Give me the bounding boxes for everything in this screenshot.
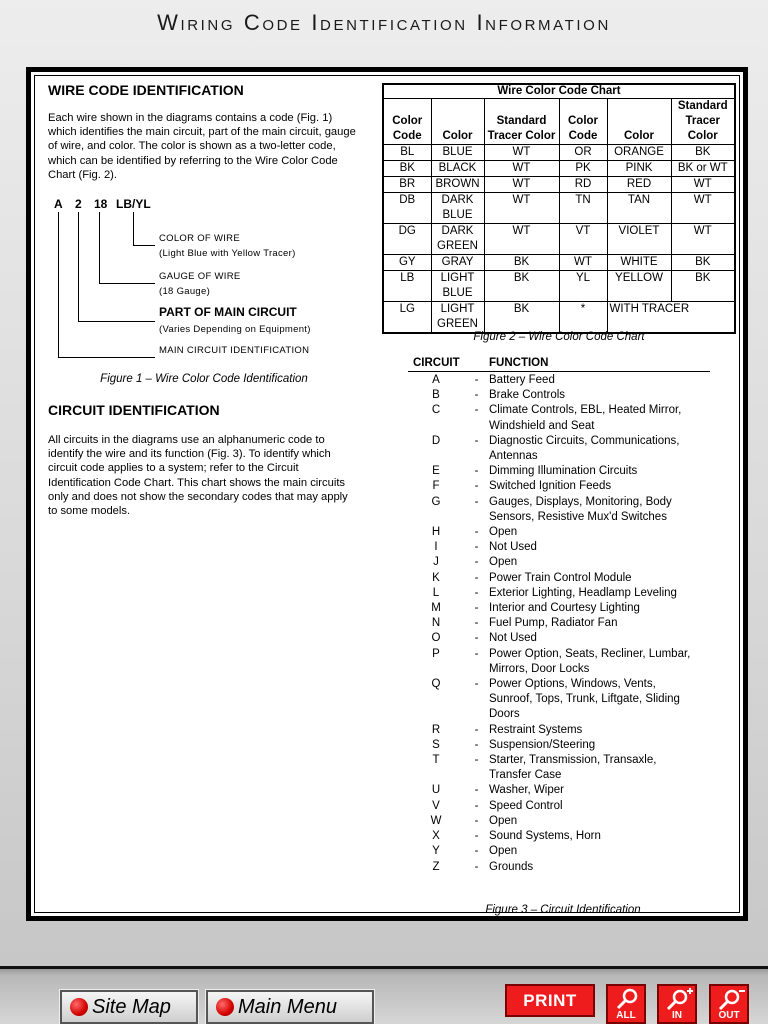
circuit-dash: - — [474, 754, 479, 767]
circuit-function — [489, 783, 728, 798]
zoom-out-icon — [718, 988, 746, 1010]
circuit-function-line: Not Used — [489, 632, 537, 645]
list-item — [408, 631, 728, 646]
circuit-function-line: Sound Systems, Horn — [489, 830, 601, 843]
circuit-dash: - — [474, 723, 479, 736]
circuit-function-line: Dimming Illumination Circuits — [489, 465, 638, 478]
print-button[interactable]: PRINT — [505, 984, 595, 1017]
circuit-function — [489, 814, 728, 829]
circuit-function — [489, 495, 728, 525]
circuit-function — [489, 844, 728, 859]
leader-line — [99, 283, 155, 284]
list-item — [408, 434, 728, 464]
code-gauge-number: 18 — [94, 197, 108, 211]
circuit-dash: - — [474, 860, 479, 873]
zoom-in-button[interactable] — [657, 984, 697, 1024]
circuit-code: F — [432, 480, 440, 493]
code-circuit-letter: A — [54, 197, 63, 211]
circuit-dash: - — [474, 678, 479, 691]
wire-code-paragraph: Each wire shown in the diagrams contains a code (Fig. 1) which identifies the main circuit, part of the main circuit, gauge of wire, and color. The color is shown as a two-letter code, which can be identified by referring to the Wire Color Code Chart (Fig. 2). — [48, 112, 356, 181]
circuit-code: V — [432, 799, 440, 812]
circuit-function — [489, 723, 728, 738]
cell-tracer: WT — [671, 177, 735, 193]
cell-color-code: OR — [559, 145, 607, 161]
col-header-tracer: Standard Tracer Color — [671, 99, 735, 145]
leader-line — [99, 212, 100, 283]
circuit-code: Z — [432, 860, 440, 873]
col-header-color-code: Color Code — [559, 99, 607, 145]
cell-color-code: LG — [383, 302, 431, 334]
circuit-function-line: Sunroof, Tops, Trunk, Liftgate, Sliding — [489, 693, 680, 706]
circuit-code: Y — [432, 845, 440, 858]
circuit-function-line: Starter, Transmission, Transaxle, — [489, 754, 657, 767]
cell-tracer: WT — [671, 193, 735, 224]
label-gauge-of-wire: GAUGE OF WIRE — [159, 271, 241, 282]
list-item — [408, 373, 728, 388]
zoom-in-icon — [666, 988, 694, 1010]
zoom-out-button[interactable] — [709, 984, 749, 1024]
circuit-function-line: Suspension/Steering — [489, 738, 596, 751]
cell-color-code: GY — [383, 255, 431, 271]
cell-color-code: DB — [383, 193, 431, 224]
circuit-code: J — [433, 556, 439, 569]
list-item — [408, 738, 728, 753]
table-row — [383, 224, 735, 255]
circuit-function — [489, 479, 728, 494]
zoom-out-label: OUT — [718, 1010, 740, 1021]
circuit-function — [489, 616, 728, 631]
red-dot-icon — [216, 998, 234, 1016]
list-item — [408, 783, 728, 798]
cell-color-code: TN — [559, 193, 607, 224]
zoom-all-label: ALL — [616, 1010, 636, 1021]
circuit-function-line: Windshield and Seat — [489, 419, 595, 432]
table-row — [383, 161, 735, 177]
cell-color-name: RED — [607, 177, 671, 193]
circuit-code: P — [432, 647, 440, 660]
cell-color-name: BLACK — [431, 161, 484, 177]
cell-tracer: WT — [484, 145, 559, 161]
circuit-function-line: Fuel Pump, Radiator Fan — [489, 617, 618, 630]
cell-color-code: BK — [383, 161, 431, 177]
circuit-function — [489, 525, 728, 540]
cell-color-code: DG — [383, 224, 431, 255]
wire-color-code-table — [382, 83, 736, 334]
circuit-code: D — [431, 434, 441, 447]
cell-color-name: VIOLET — [607, 224, 671, 255]
header-rule — [408, 371, 710, 372]
circuit-function-line: Battery Feed — [489, 374, 555, 386]
circuit-code: K — [432, 571, 440, 584]
leader-line — [58, 212, 59, 357]
list-item — [408, 495, 728, 525]
cell-color-name: BLUE — [431, 145, 484, 161]
cell-color-name: DARK BLUE — [431, 193, 484, 224]
cell-color-name: WITH TRACER — [607, 302, 735, 334]
circuit-code: Q — [431, 678, 441, 691]
col-header-color: Color — [431, 99, 484, 145]
leader-line — [133, 212, 134, 245]
circuit-dash: - — [474, 617, 479, 630]
circuit-dash: - — [474, 541, 479, 554]
circuit-dash: - — [474, 647, 479, 660]
figure-3-caption: Figure 3 – Circuit Identification — [485, 904, 641, 916]
circuit-function-line: Open — [489, 845, 518, 858]
content-panel — [26, 67, 748, 921]
main-menu-button[interactable] — [206, 990, 374, 1024]
cell-tracer: BK — [671, 255, 735, 271]
circuit-dash: - — [474, 632, 479, 645]
cell-color-name: GRAY — [431, 255, 484, 271]
circuit-dash: - — [474, 602, 479, 615]
circuit-dash: - — [474, 586, 479, 599]
circuit-dash: - — [474, 571, 479, 584]
circuit-function — [489, 601, 728, 616]
label-color-of-wire-note: (Light Blue with Yellow Tracer) — [159, 248, 296, 259]
cell-color-name: BROWN — [431, 177, 484, 193]
list-item — [408, 814, 728, 829]
label-part-of-main-circuit: PART OF MAIN CIRCUIT — [159, 305, 297, 319]
table-row — [383, 271, 735, 302]
label-part-of-main-circuit-note: (Varies Depending on Equipment) — [159, 324, 311, 335]
circuit-function — [489, 571, 728, 586]
bottom-nav-bar — [0, 966, 768, 1024]
circuit-function — [489, 434, 728, 464]
cell-tracer: WT — [484, 161, 559, 177]
list-item — [408, 555, 728, 570]
cell-color-code: VT — [559, 224, 607, 255]
list-item — [408, 586, 728, 601]
zoom-in-label: IN — [672, 1010, 682, 1021]
figure-2-caption: Figure 2 – Wire Color Code Chart — [473, 331, 645, 343]
circuit-function — [489, 647, 728, 677]
circuit-dash: - — [474, 404, 479, 417]
circuit-function-line: Climate Controls, EBL, Heated Mirror, — [489, 404, 682, 417]
circuit-function — [489, 540, 728, 555]
label-color-of-wire: COLOR OF WIRE — [159, 233, 240, 244]
cell-color-code: BL — [383, 145, 431, 161]
table-row — [383, 255, 735, 271]
circuit-dash: - — [474, 465, 479, 478]
circuit-dash: - — [474, 495, 479, 508]
circuit-dash: - — [474, 389, 479, 402]
list-item — [408, 525, 728, 540]
list-item — [408, 540, 728, 555]
cell-color-code: WT — [559, 255, 607, 271]
list-item — [408, 571, 728, 586]
list-item — [408, 601, 728, 616]
label-main-circuit-identification: MAIN CIRCUIT IDENTIFICATION — [159, 345, 310, 356]
cell-color-name: WHITE — [607, 255, 671, 271]
circuit-dash: - — [474, 434, 479, 447]
circuit-function — [489, 860, 728, 875]
circuit-function — [489, 388, 728, 403]
circuit-dash: - — [474, 374, 479, 386]
circuit-code: T — [432, 754, 440, 767]
circuit-function — [489, 829, 728, 844]
circuit-dash: - — [474, 556, 479, 569]
circuit-function — [489, 373, 728, 388]
circuit-function-line: Switched Ignition Feeds — [489, 480, 612, 493]
cell-tracer: BK — [484, 255, 559, 271]
circuit-code: I — [434, 541, 438, 554]
list-item — [408, 388, 728, 403]
circuit-code: A — [432, 374, 440, 386]
circuit-function-line: Sensors, Resistive Mux'd Switches — [489, 510, 667, 523]
code-color: LB/YL — [116, 197, 151, 211]
col-header-function: FUNCTION — [489, 357, 549, 369]
circuit-dash: - — [474, 738, 479, 751]
cell-color-name: LIGHT GREEN — [431, 302, 484, 334]
circuit-function — [489, 631, 728, 646]
circuit-function-line: Speed Control — [489, 799, 563, 812]
circuit-dash: - — [474, 480, 479, 493]
col-header-tracer: Standard Tracer Color — [484, 99, 559, 145]
list-item — [408, 844, 728, 859]
circuit-code: B — [432, 389, 440, 402]
leader-line — [78, 321, 155, 322]
cell-color-name: DARK GREEN — [431, 224, 484, 255]
table-row — [383, 145, 735, 161]
list-item — [408, 479, 728, 494]
list-item — [408, 723, 728, 738]
circuit-function-line: Open — [489, 814, 518, 827]
leader-line — [78, 212, 79, 321]
circuit-function — [489, 738, 728, 753]
cell-tracer: BK — [671, 145, 735, 161]
circuit-function-line: Open — [489, 526, 518, 539]
site-map-label: Site Map — [92, 995, 171, 1018]
circuit-function — [489, 586, 728, 601]
circuit-function-line: Restraint Systems — [489, 723, 583, 736]
cell-color-code: PK — [559, 161, 607, 177]
cell-color-name: TAN — [607, 193, 671, 224]
circuit-dash: - — [474, 784, 479, 797]
cell-tracer: BK — [484, 271, 559, 302]
red-dot-icon — [70, 998, 88, 1016]
circuit-function-line: Doors — [489, 708, 520, 721]
cell-color-code: RD — [559, 177, 607, 193]
circuit-code: U — [431, 784, 441, 797]
figure-1-caption: Figure 1 – Wire Color Code Identification — [100, 373, 308, 385]
leader-line — [133, 245, 155, 246]
magnifier-icon — [615, 988, 639, 1010]
cell-tracer: BK or WT — [671, 161, 735, 177]
cell-color-code: * — [559, 302, 607, 334]
circuit-function-line: Gauges, Displays, Monitoring, Body — [489, 495, 672, 508]
main-menu-label: Main Menu — [238, 995, 337, 1018]
circuit-dash: - — [474, 814, 479, 827]
circuit-function-line: Diagnostic Circuits, Communications, — [489, 434, 680, 447]
list-item — [408, 799, 728, 814]
list-item — [408, 464, 728, 479]
label-gauge-of-wire-note: (18 Gauge) — [159, 286, 211, 297]
list-item — [408, 829, 728, 844]
cell-tracer: WT — [484, 224, 559, 255]
circuit-code: H — [431, 526, 441, 539]
circuit-code: R — [431, 723, 441, 736]
code-part-number: 2 — [75, 197, 82, 211]
circuit-function — [489, 753, 728, 783]
cell-tracer: WT — [484, 193, 559, 224]
circuit-function-line: Power Option, Seats, Recliner, Lumbar, — [489, 647, 691, 660]
circuit-dash: - — [474, 526, 479, 539]
wire-code-heading: WIRE CODE IDENTIFICATION — [48, 82, 244, 98]
cell-color-code: BR — [383, 177, 431, 193]
circuit-code: G — [431, 495, 441, 508]
circuit-id-paragraph: All circuits in the diagrams use an alphanumeric code to identify the wire and its function (Fig. 3). To identify which circuit code applies to a system; refer to the Circuit Identification Code Chart. This chart shows the main circuits only and does not show the secondary codes that may apply to some models. — [48, 434, 348, 518]
cell-tracer: BK — [671, 271, 735, 302]
circuit-list — [408, 373, 728, 875]
circuit-function-line: Mirrors, Door Locks — [489, 662, 590, 675]
circuit-function-line: Power Train Control Module — [489, 571, 632, 584]
circuit-code: E — [432, 465, 440, 478]
table-title: Wire Color Code Chart — [383, 84, 735, 99]
col-header-color-code: Color Code — [383, 99, 431, 145]
cell-tracer: WT — [484, 177, 559, 193]
leader-line — [58, 357, 155, 358]
circuit-function — [489, 555, 728, 570]
list-item — [408, 677, 728, 723]
circuit-code: O — [431, 632, 441, 645]
list-item — [408, 753, 728, 783]
circuit-function-line: Transfer Case — [489, 769, 562, 782]
cell-tracer: WT — [671, 224, 735, 255]
circuit-code: X — [432, 830, 440, 843]
circuit-function — [489, 677, 728, 723]
circuit-dash: - — [474, 845, 479, 858]
list-item — [408, 616, 728, 631]
cell-color-name: PINK — [607, 161, 671, 177]
zoom-all-button[interactable] — [606, 984, 646, 1024]
circuit-function-line: Open — [489, 556, 518, 569]
circuit-function-line: Washer, Wiper — [489, 784, 564, 797]
list-item — [408, 860, 728, 875]
circuit-function — [489, 464, 728, 479]
cell-color-code: YL — [559, 271, 607, 302]
circuit-function — [489, 799, 728, 814]
circuit-function-line: Grounds — [489, 860, 534, 873]
circuit-function-line: Brake Controls — [489, 389, 566, 402]
circuit-function — [489, 403, 728, 433]
circuit-function-line: Power Options, Windows, Vents, — [489, 678, 656, 691]
table-row — [383, 193, 735, 224]
circuit-function-line: Antennas — [489, 450, 538, 463]
circuit-code: W — [430, 814, 442, 827]
circuit-function-line: Not Used — [489, 541, 537, 554]
list-item — [408, 647, 728, 677]
list-item — [408, 403, 728, 433]
table-row — [383, 302, 735, 334]
circuit-code: M — [431, 602, 441, 615]
circuit-code: N — [431, 617, 441, 630]
circuit-dash: - — [474, 799, 479, 812]
circuit-code: S — [432, 738, 440, 751]
cell-color-name: LIGHT BLUE — [431, 271, 484, 302]
circuit-id-heading: CIRCUIT IDENTIFICATION — [48, 402, 220, 418]
table-row — [383, 177, 735, 193]
circuit-code: C — [431, 404, 441, 417]
site-map-button[interactable] — [60, 990, 198, 1024]
circuit-function-line: Interior and Courtesy Lighting — [489, 602, 640, 615]
cell-tracer: BK — [484, 302, 559, 334]
col-header-circuit: CIRCUIT — [413, 357, 460, 369]
col-header-color: Color — [607, 99, 671, 145]
cell-color-name: YELLOW — [607, 271, 671, 302]
content-panel-inner — [34, 75, 740, 916]
cell-color-code: LB — [383, 271, 431, 302]
circuit-code: L — [432, 586, 440, 599]
cell-color-name: ORANGE — [607, 145, 671, 161]
circuit-dash: - — [474, 830, 479, 843]
page-title: Wiring Code Identification Information — [157, 10, 611, 35]
circuit-function-line: Exterior Lighting, Headlamp Leveling — [489, 586, 677, 599]
